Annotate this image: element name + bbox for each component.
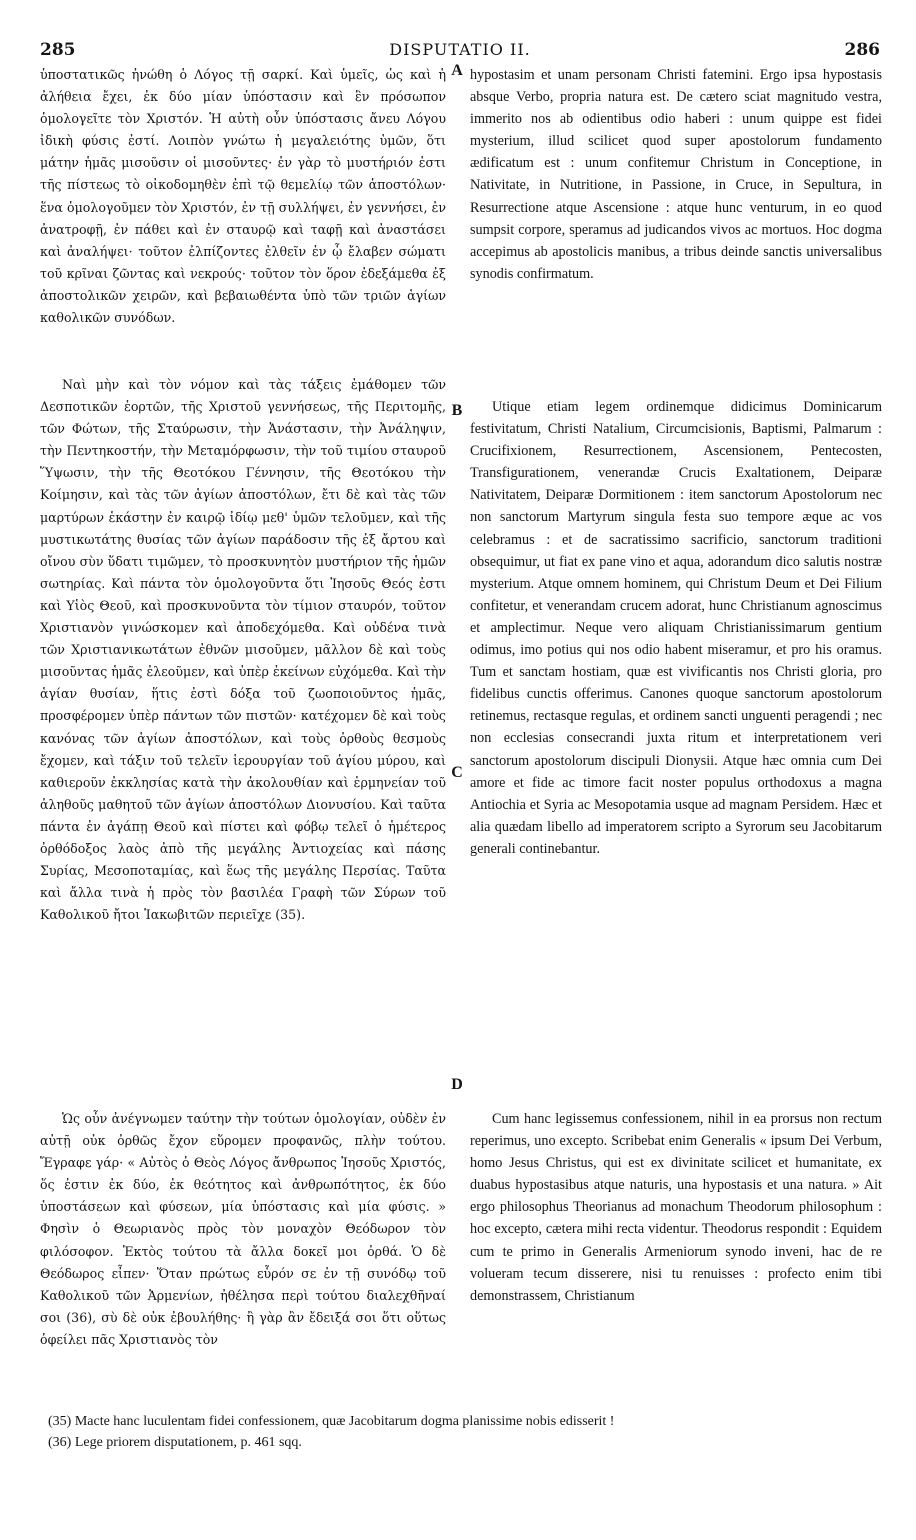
greek-column-3 (40, 1108, 446, 1351)
latin-paragraph-2: Utique etiam legem ordinemque didicimus Dominicarum festivitatum, Christi Natalium, Circumcisionis, Baptismi, Palmarum : Crucifixionem, Resurrectionem, Ascensionem, Pentecosten, Transfigurationem, venerandæ Crucis Exaltationem, Deiparæ Nativitatem, Deiparæ Dormitionem : item sanctorum Apostolorum nec non sanctorum Martyrum singula festa suo tempore æque ac vos celebramus : et de sacratissimo sacrificio, sanctorum traditioni obsequimur, ut fiat ex pane vino et aqua, adorandum dico salutis nostræ mysterium. Atque omnem hominem, qui Christum Deum et Dei Filium confitetur, et venerandam crucem adorat, hunc Christianum agnoscimus et amplectimur. Neque vero aliquam Christianissimarum gentium odimus, imo potius qui nos odio habent miseramur, et pro his oramus. Tum et sanctam hostiam, quæ est vivificantis nos Christi gloria, pro fidelibus cunctis offerimus. Canones quoque sanctorum apostolorum retinemus, rectasque regulas, et ordinem sancti unguenti peragendi ; nec non ecclesias consecrandi juxta ritum et interpretationem veri sanctorum apostolorum discipuli Dionysii. Atque hæc omnia cum Dei amore et fide ac timore facit noster populus orthodoxus a magna Antiochia et Syria ac Mesopotamia usque ad magnam Persidem. Hæc et alia quædam libello ad imperatorem scripto a Syrorum seu Jacobitarum generali continebantur. (470, 399, 882, 857)
page-header (40, 40, 880, 64)
latin-paragraph-1: hypostasim et unam personam Christi fatemini. Ergo ipsa hypostasis absque Verbo, propria natura est. De cætero sciat magnitudo vestra, immerito nos ab odientibus odio haberi : unum quippe est fidei mysterium, illud scilicet quod super apostolorum fundamento ædificatum est : unum confitemur Christum in Conceptione, in Nativitate, in Nutritione, in Passione, in Cruce, in Sepultura, in Resurrectione atque Ascensione : atque hunc venturum, in eo quod sumpsit corpore, speramus ad judicandos vivos ac mortuos. Hoc dogma accepimus ab apostolicis manibus, a tribus deinde sanctis universalibus synodis confirmatum. (470, 67, 882, 282)
running-title: DISPUTATIO II. (389, 40, 531, 59)
page-number-right: 286 (844, 40, 880, 60)
footnote-35: (35) Macte hanc luculentam fidei confessionem, quæ Jacobitarum dogma planissime nobis edisserit ! (48, 1414, 615, 1429)
section-marker-d: D (451, 1076, 463, 1093)
greek-paragraph-3: Ὡς οὖν ἀνέγνωμεν ταύτην τὴν τούτων ὁμολογίαν, οὐδὲν ἐν αὐτῇ οὐκ ὀρθῶς ἔχον εὕρομεν προφανῶς, πλὴν τούτου. Ἔγραφε γάρ· « Αὐτὸς ὁ Θεὸς Λόγος ἄνθρωπος Ἰησοῦς Χριστός, ὅς ἐστιν ἐκ δύο, ἐκ θεότητος καὶ ἀνθρωπότητος, ἐκ δύο ὑποστάσεων καὶ φύσεων, μία ὑπόστασις καὶ μία φύσις. » Φησὶν ὁ Θεωριανὸς πρὸς τὸν μοναχὸν Θεόδωρον τὸν φιλόσοφον. Ἐκτὸς τούτου τὰ ἄλλα δοκεῖ μοι ὀρθά. Ὁ δὲ Θεόδωρος εἶπεν· Ὅταν πρώτως εὗρόν σε ἐν τῇ συνόδῳ τοῦ Καθολικοῦ τῶν Ἀρμενίων, ἠθέλησα περὶ τούτου διαλεχθῆναί σοι (36), σὺ δὲ οὐκ ἐβουλήθης· ἢ γὰρ ἂν ἔδειξά σοι ὅτι οὕτως ὀφείλει πᾶς Χριστιανὸς τὸν (40, 1111, 446, 1347)
greek-paragraph-1: ὑποστατικῶς ἡνώθη ὁ Λόγος τῇ σαρκί. Καὶ ὑμεῖς, ὡς καὶ ἡ ἀλήθεια ἔχει, ἐκ δύο μίαν ὑπόστασιν καὶ ἓν πρόσωπον ὁμολογεῖτε τὸν Χριστόν. Ἡ αὐτὴ οὖν ὑπόστασις ἄνευ Λόγου ἰδικὴ φύσις ἐστί. Λοιπὸν γνώτω ἡ μεγαλειότης ὑμῶν, ὅτι μάτην ἡμᾶς μισοῦσιν οἱ μισοῦντες· ἐν γὰρ τὸ μυστήριόν ἐστι τῆς πίστεως τὸ οἰκοδομηθὲν ἐπὶ τῷ θεμελίῳ τῶν ἀποστόλων· ἕνα ὁμολογοῦμεν τὸν Χριστόν, ἐν τῇ συλλήψει, ἐν γεννήσει, ἐν ἀνατροφῇ, ἐν πάθει καὶ ἐν σταυρῷ καὶ ταφῇ καὶ ἀναστάσει καὶ ἀναλήψει· τοῦτον ἐλπίζοντες ἐλθεῖν ἐν ᾧ ἔλαβεν σώματι τοῦ κρῖναι ζῶντας καὶ νεκρούς· τοῦτον τὸν ὅρον ἐδεξάμεθα ἐξ ἀποστολικῶν χειρῶν, καὶ βεβαιωθέντα ὑπὸ τῶν τριῶν ἁγίων καθολικῶν συνόδων. (40, 67, 446, 326)
latin-column (470, 64, 882, 285)
greek-paragraph-2: Ναὶ μὴν καὶ τὸν νόμον καὶ τὰς τάξεις ἐμάθομεν τῶν Δεσποτικῶν ἑορτῶν, τῆς Χριστοῦ γεννήσεως, τῆς Περιτομῆς, τῶν Φώτων, τῆς Σταύρωσιν, τὴν Ἀνάστασιν, τὴν Ἀνάληψιν, τὴν Πεντηκοστήν, τὴν Μεταμόρφωσιν, τὴν τοῦ τιμίου σταυροῦ Ὕψωσιν, τὴν τῆς Θεοτόκου Γέννησιν, τῆς Θεοτόκου τὴν Κοίμησιν, καὶ τὰς τῶν ἁγίων ἀποστόλων, ἔτι δὲ καὶ τὰς τῶν μαρτύρων ἑκάστην ἐν καιρῷ ἰδίῳ μεθ' ὑμῶν τελοῦμεν, καὶ τῆς μυστικωτάτης θυσίας τῶν ἁγίων παράδοσιν τῆς ἐξ ἄρτου καὶ οἴνου σὺν ὕδατι τιμῶμεν, τὸ προσκυνητὸν μυστήριον τῆς ἡμῶν σωτηρίας. Καὶ πάντα τὸν ὁμολογοῦντα ὅτι Ἰησοῦς Θεός ἐστι καὶ Υἱὸς Θεοῦ, καὶ προσκυνοῦντα τὸν τίμιον σταυρόν, τοῦτον Χριστιανὸν γινώσκομεν καὶ ἀποδεχόμεθα. Καὶ οὐδένα τινὰ τῶν Χριστιανικωτάτων ἐθνῶν μισοῦμεν, μᾶλλον δὲ καὶ τοὺς μισοῦντας ἡμᾶς ἐλεοῦμεν, καὶ ὑπὲρ ἐκείνων εὐχόμεθα. Καὶ τὴν ἁγίαν θυσίαν, ἥτις ἐστὶ δόξα τοῦ ζωοποιοῦντος ἡμᾶς, προσφέρομεν ὑπὲρ πάντων τῶν πιστῶν· κατέχομεν δὲ καὶ τοὺς κανόνας τῶν ἁγίων ἀποστόλων, καὶ τοὺς ὀρθοὺς θεσμοὺς ἔχομεν, καὶ τάξιν τοῦ τελεῖν ἱερουργίαν τοῦ ἁγίου μύρου, καὶ καθιεροῦν ἐκκλησίας κατὰ τὴν ἀκολουθίαν καὶ ἑρμηνείαν τοῦ ἀληθοῦς μαθητοῦ τῶν ἁγίων ἀποστόλων Διονυσίου. Καὶ ταῦτα πάντα ἐν ἀγάπῃ Θεοῦ καὶ πίστει καὶ φόβῳ τελεῖ ὁ ἡμέτερος ὀρθόδοξος λαὸς ἀπὸ τῆς μεγάλης Ἀντιοχείας καὶ πάσης Συρίας, Μεσοποταμίας, καὶ ἕως τῆς μεγάλης Περσίας. Ταῦτα καὶ ἄλλα τινὰ ἡ πρὸς τὸν βασιλέα Γραφὴ τῶν Σύρων τοῦ Καθολικοῦ ἤτοι Ἰακωβιτῶν περιεῖχε (35). (40, 377, 446, 923)
section-marker-c: C (451, 764, 463, 781)
footnotes (48, 1411, 878, 1453)
page-number-left: 285 (40, 40, 76, 60)
latin-paragraph-3: Cum hanc legissemus confessionem, nihil in ea prorsus non rectum reperimus, uno excepto. Scribebat enim Generalis « ipsum Dei Verbum, homo Jesus Christus, qui est ex divinitate scilicet et humanitate, ex duabus hypostasibus atque naturis, una hypostasis et una natura. » Ait ergo philosophus Theorianus ad monachum Theodorum philosophum : hoc excepto, cætera mihi recta videntur. Theodorus respondit : Equidem cum te primo in Generalis Armeniorum synodo inveni, hac de re volueram tecum disserere, nisi tu renuisses : profecto enim tibi demonstrassem, Christianum (470, 1111, 882, 1304)
footnote-36: (36) Lege priorem disputationem, p. 461 sqq. (48, 1435, 302, 1450)
latin-column-2 (470, 396, 882, 860)
section-marker-b: B (451, 402, 463, 419)
greek-column-2 (40, 374, 446, 926)
latin-column-3 (470, 1108, 882, 1307)
greek-column (40, 64, 446, 329)
section-marker-a: A (451, 62, 463, 79)
